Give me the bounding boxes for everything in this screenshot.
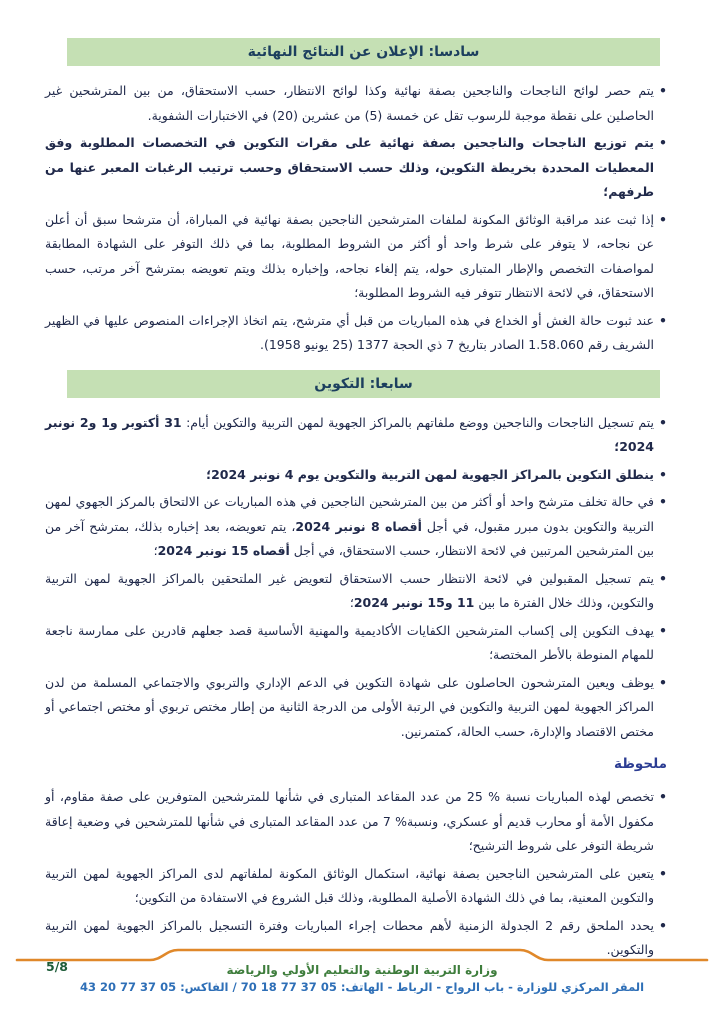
text-run: يتعين على المترشحين الناجحين بصفة نهائية، استكمال الوثائق المكونة لملفاتهم لدى المراكز الجهوية لمهن التربية والتكوين المعنية، بما في ذلك الشهادة الأصلية المطلوبة، وذلك قبل الشروع في الاستفادة من التكوين؛ xyxy=(45,865,654,905)
text-run: ؛ xyxy=(349,595,354,610)
text-run: ، يتم تعويضه، بعد إخباره بذلك، بمترشح آخر من بين المترشحين المرتبين في لائحة الانتظار، حسب الاستحقاق، في أجل xyxy=(45,518,654,558)
list-item xyxy=(45,785,667,859)
text-run: أقصاه 8 نونبر 2024 xyxy=(295,518,422,534)
text-run: عند ثبوت حالة الغش أو الخداع في هذه المباريات من قبل أي مترشح، يتم اتخاذ الإجراءات المنصوص عليها في الظهير الشريف رقم 1.58.060 الصادر بتاريخ 7 ذي الحجة 1377 (25 يونيو 1958). xyxy=(45,312,654,352)
text-run: يتم تسجيل المقبولين في لائحة الانتظار حسب الاستحقاق لتعويض غير الملتحقين بالمراكز الجهوية لمهن التربية والتكوين، وذلك خلال الفترة ما بين xyxy=(45,570,654,610)
note-list xyxy=(45,785,667,963)
list-item xyxy=(45,490,667,564)
footer-divider-path xyxy=(17,950,707,960)
section-seven-list xyxy=(45,411,667,745)
footer-address-phone: المقر المركزي للوزارة - باب الرواح - الرباط - الهاتف: 05 37 77 18 70 / الفاكس: 05 37 77 20 43 xyxy=(79,980,645,994)
list-item xyxy=(45,463,667,488)
list-item xyxy=(45,309,667,358)
list-item xyxy=(45,619,667,668)
text-run: يحدد الملحق رقم 2 الجدولة الزمنية لأهم محطات إجراء المباريات وفترة التسجيل بالمراكز الجهوية لمهن التربية والتكوين. xyxy=(45,917,654,957)
text-run: إذا ثبت عند مراقبة الوثائق المكونة لملفات المترشحين الناجحين بصفة نهائية في المباراة، أن مترشحا سبق أن أعلن عن نجاحه، لا يتوفر على شرط واحد أو أكثر من الشروط المطلوبة، بما في ذلك التوفر على الشهادة المطابقة لمواصفات التخصص والإطار المتبارى حوله، يتم إلغاء نجاحه، وإخباره بذلك ويتم تعويضه بمترشح آخر مرتب، حسب الاستحقاق، في لائحة الانتظار تتوفر فيه الشروط المطلوبة؛ xyxy=(45,211,654,300)
text-run: 31 أكتوبر و1 و2 نونبر 2024؛ xyxy=(45,414,654,454)
section-seven-header: سابعا: التكوين xyxy=(67,370,660,398)
page-footer xyxy=(0,944,724,1024)
list-item xyxy=(45,208,667,306)
text-run: ينطلق التكوين بالمراكز الجهوية لمهن التربية والتكوين يوم 4 نونبر 2024؛ xyxy=(206,466,654,482)
list-item xyxy=(45,131,667,205)
text-run: في حالة تخلف مترشح واحد أو أكثر من بين المترشحين الناجحين في هذه المباريات عن الالتحاق بالمركز الجهوي لمهن التربية والتكوين بدون مبرر مقبول، في أجل xyxy=(45,494,654,534)
text-run: أقصاه 15 نونبر 2024 xyxy=(157,543,290,558)
text-run: يوظف ويعين المترشحون الحاصلون على شهادة التكوين في الدعم الإداري والتربوي والاجتماعي المسلمة من لدن المراكز الجهوية لمهن التربية والتكوين في الرتبة الأولى من الدرجة الثانية من إطار مختص تربوي أو مختص اجتماعي أو مختص الاقتصاد والإدارة، حسب الحالة، كمتمرنين. xyxy=(45,674,654,739)
list-item xyxy=(45,567,667,616)
text-run: يتم توزيع الناجحات والناجحين بصفة نهائية على مقرات التكوين في التخصصات المطلوبة وفق المعطيات المحددة بخريطة التكوين، وذلك حسب الاستحقاق وحسب ترتيب الرغبات المعبر عنها من طرفهم؛ xyxy=(45,135,654,199)
list-item xyxy=(45,79,667,128)
text-run: تخصص لهذه المباريات نسبة % 25 من عدد المقاعد المتبارى في شأنها للمترشحين المتوفرين على صفة مقاوم، أو مكفول الأمة أو محارب قديم أو عسكري، ونسبة% 7 من عدد المقاعد المتبارى في شأنها للمترشحين في وضعية إعاقة شريطة التوفر على شروط الترشيح؛ xyxy=(45,789,654,853)
list-item xyxy=(45,671,667,745)
footer-ministry-name: وزارة التربية الوطنية والتعليم الأولي والرياضة xyxy=(226,963,498,977)
section-six-header: سادسا: الإعلان عن النتائج النهائية xyxy=(67,38,660,66)
text-run: يتم حصر لوائح الناجحات والناجحين بصفة نهائية وكذا لوائح الانتظار، حسب الاستحقاق، من بين المترشحين غير الحاصلين على نقطة موجبة للرسوب تقل عن خمسة (5) من عشرين (20) في الاختبارات الشفوية. xyxy=(45,83,654,123)
page-number: 5/8 xyxy=(46,959,68,974)
list-item xyxy=(45,411,667,460)
list-item xyxy=(45,862,667,911)
text-run: ؛ xyxy=(153,543,158,558)
section-six-list xyxy=(45,79,667,358)
text-run: 11 و15 نونبر 2024 xyxy=(353,595,475,610)
note-title: ملحوظة xyxy=(614,756,667,772)
text-run: يهدف التكوين إلى إكساب المترشحين الكفايات الأكاديمية والمهنية الأساسية قصد جعلهم قادرين على ممارسة ناجعة للمهام المنوطة بالأطر المختصة؛ xyxy=(45,622,654,662)
text-run: يتم تسجيل الناجحات والناجحين ووضع ملفاتهم بالمراكز الجهوية لمهن التربية والتكوين أيام: xyxy=(181,414,654,430)
